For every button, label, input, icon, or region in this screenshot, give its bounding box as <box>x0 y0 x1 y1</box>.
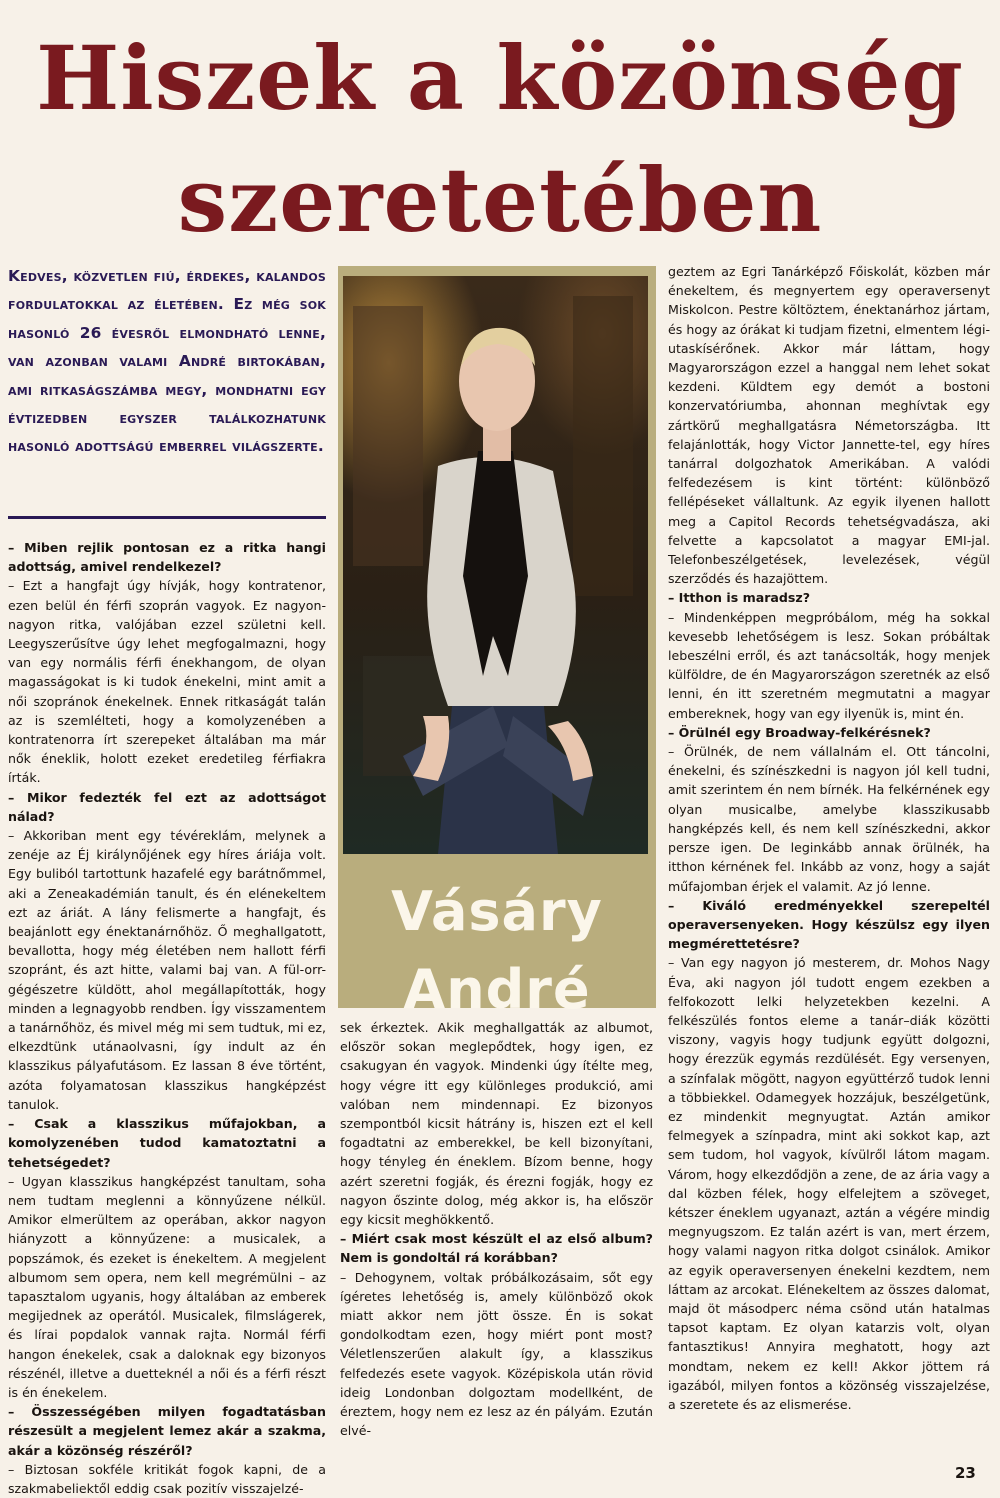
article-lead: Kedves, közvetlen fiú, érdekes, kalandos fordulatokkal az életében. Ez még sok hasonló 26 évesről elmondható lenne, van azonban valami André birtokában, ami ritkaságszámba megy, mondhatni egy évtizedben egyszer találkozhatunk hasonló adottságú emberrel világszerte. <box>8 267 326 456</box>
text-column-2 <box>340 1018 653 1470</box>
text-column-1 <box>8 538 326 1496</box>
answer: – Akkoriban ment egy tévéreklám, melynek a zenéje az Éj királynőjének egy híres áriája volt. Egy buliból tartottunk hazafelé egy barátnőmmel, aki a Zeneakadémián tanult, és én elénekeltem ezt az áriát. A lány felismerte a hangfajt, és beajánlott egy énektanárnőhöz. Ő meghallgatott, bevallotta, hogy még életében nem hallott férfi szopránt, és azt hitte, valami baj van. A fül-orr-gégészetre küldött, ahol megállapították, hogy minden a legnagyobb rendben. Így visszamentem a tanárnőhöz, és mivel még mi sem tudtuk, mi ez, elkezdtünk utánaolvasni, így indult az én klasszikus pályafutásom. Ez lassan 8 éve történt, azóta folyamatosan klasszikus hangképzést tanulok. <box>8 828 326 1112</box>
question: – Kiváló eredményekkel szerepeltél operaversenyeken. Hogy készülsz egy ilyen megmérettetésre? <box>668 897 990 952</box>
answer: – Örülnék, de nem vállalnám el. Ott táncolni, énekelni, és színészkedni is nagyon jól kell tudni, amit szerintem én nem bírnék. Ha felkérnének egy olyan musicalbe, amelybe klasszikusabb hangképzés kell, és nem kell színészkedni, akkor persze igen. De leginkább annak örülnék, ha itthon kérnének fel. Inkább az vonz, hogy a saját műfajomban érjek el valamit. Az jó lenne. <box>668 744 990 894</box>
lead-divider <box>8 516 326 519</box>
answer: – Ugyan klasszikus hangképzést tanultam, soha nem tudtam meglenni a könnyűzene nélkül. Amikor elmerültem az operában, akkor nagyon hiányzott a könnyűzene: a musicalek, a popszámok, és ezeket is énekeltem. A megjelent albumom sem opera, nem kell megrémülni – az tapasztalom ugyanis, hogy általában az emberek megijednek az operától. Musicalek, filmslágerek, és lírai popdalok vannak rajta. Normál férfi hangon énekelek, csak a daloknak egy bizonyos részénél, illetve a duetteknél a női és a férfi részt is én énekelem. <box>8 1173 326 1400</box>
question: – Csak a klasszikus műfajokban, a komolyzenében tudod kamatoztatni a tehetségedet? <box>8 1116 326 1170</box>
answer: – Mindenképpen megpróbálom, még ha sokkal kevesebb lehetőségem is lesz. Sokan próbáltak lebeszélni erről, és azt tanácsolták, hogy menjek külföldre, de én Magyarországon szeretnék az első lenni, én itt szeretném megmutatni a magyar embereknek, hogy van egy ilyenük is, mint én. <box>668 609 990 721</box>
answer: – Biztosan sokféle kritikát fogok kapni, de a szakmabeliektől eddig csak pozitív visszajelzé- <box>8 1461 326 1496</box>
question: – Miért csak most készült el az első album? Nem is gondoltál rá korábban? <box>340 1231 653 1266</box>
portrait-photo <box>343 276 648 854</box>
answer: – Dehogynem, voltak próbálkozásaim, sőt egy ígéretes lehetőség is, amely különböző okok miatt akkor nem jött össze. Én is sokat gondolkodtam ezen, hogy miért pont most? Véletlenszerűen alakult így, a klasszikus felfedezés esete vagyok. Középiskola után rövid ideig Londonban dolgoztam modellként, de éreztem, hogy nem ez lesz az én pályám. Ezután elvé- <box>340 1269 653 1439</box>
question: – Örülnél egy Broadway-felkérésnek? <box>668 724 931 740</box>
answer: sek érkeztek. Akik meghallgatták az albumot, először sokan meglepődtek, hogy igen, ez csakugyan én vagyok. Mindenki úgy ítélte meg, hogy végre itt egy különleges produkció, ami valóban nem mindennapi. Ez bizonyos szempontból kicsit hátrány is, hiszen ezt el kell fogadtatni az emberekkel, be kell bizonyítani, hogy tényleg én éneklem. Bízom benne, hogy azért szeretni fogják, és érezni fogják, hogy ez nagyon őszinte dolog, még akkor is, ha először egy kicsit meghökkentő. <box>340 1020 653 1228</box>
portrait-illustration <box>343 276 648 854</box>
answer: geztem az Egri Tanárképző Főiskolát, közben már énekeltem, és megnyertem egy operaversenyt Miskolcon. Pestre költöztem, énektanárhoz jártam, és hogy az órákat ki tudjam fizetni, elmentem légi-utaskísérőnek. Akkor már láttam, hogy Magyarországon ezzel a hanggal nem lehet sokat kezdeni. Küldtem egy demót a bostoni konzervatóriumba, ahonnan meghívtak egy zártkörű meghallgatásra Németországba. Itt felajánlották, hogy Victor Jannette-tel, egy híres tanárral dolgozhatok Amerikában. A valódi felfedezésem is kint történt: különböző fellépéseket vállaltunk. Az egyik ilyenen hallott meg a Capitol Records tehetségvadásza, aki felvette a kapcsolatot a magyar EMI-jal. Telefonbeszélgetések, levelezések, végül szerződés és hazajöttem. <box>668 264 990 587</box>
answer: – Van egy nagyon jó mesterem, dr. Mohos Nagy Éva, aki nagyon jól tudott engem ezekben a felfokozott lelki helyzetekben kezelni. A felkészülés fontos eleme a tanár–diák közötti viszony, vagyis hogy tudjunk együtt dolgozni, hogy érezzük egymás rezdülését. Egy versenyen, a színfalak mögött, nagyon együttérző tudok lenni a többiekkel. Odamegyek hozzájuk, beszélgetünk, ez mindenkit megnyugtat. Aztán amikor felmegyek a színpadra, mint aki sokkot kap, azt sem tudom, hol vagyok, kívülről látom magam. Várom, hogy elkezdődjön a zene, de az ária vagy a dal közben félek, hogy elfelejtem a szöveget, kétszer éneklem ugyanazt, aztán a végére mindig megnyugszom. Ez talán azért is van, mert érzem, hogy valami nagyon ritka dolgot csinálok. Amikor az egyik operaversenyen énekelni kezdtem, nem láttam az arcokat. Elénekeltem az összes dalomat, majd öt másodperc néma csönd után hatalmas tapsot kaptam. Ez olyan katarzis volt, olyan fantasztikus! Annyira meghatott, hogy azt mondtam, nekem ez kell! Akkor jöttem rá igazából, milyen fontos a közönség visszajelzése, a szeretete és az elismerése. <box>668 955 990 1412</box>
question: – Miben rejlik pontosan ez a ritka hangi adottság, amivel rendelkezel? <box>8 540 326 575</box>
question: – Itthon is maradsz? <box>668 590 811 606</box>
article-title-line-1: Hiszek a közönség <box>36 26 964 130</box>
featured-name-line-1: Vásáry <box>391 880 603 943</box>
answer: – Ezt a hangfajt úgy hívják, hogy kontratenor, ezen belül én férfi szoprán vagyok. Ez nagyon-nagyon ritka, valójában ezzel születni kell. Leegyszerűsítve úgy lehet megfogalmazni, hogy van egy normális férfi énekhangom, de olyan magasságokat is ki tudok énekelni, mint amit a női szopránok énekelnek. Ennek ritkaságát talán az is szemlélteti, hogy a komolyzenében a kontratenorra írt szerepeket általában ma már nők éneklik, holott ezeket eredetileg férfiakra írták. <box>8 578 326 786</box>
text-column-3 <box>668 262 990 1470</box>
featured-name-line-2: André <box>403 958 591 1021</box>
question: – Összességében milyen fogadtatásban részesült a megjelent lemez akár a szakma, akár a közönség részéről? <box>8 1404 326 1458</box>
page-number: 23 <box>955 1464 976 1482</box>
question: – Mikor fedezték fel ezt az adottságot nálad? <box>8 789 326 824</box>
article-title-line-2: szeretetében <box>177 148 823 252</box>
